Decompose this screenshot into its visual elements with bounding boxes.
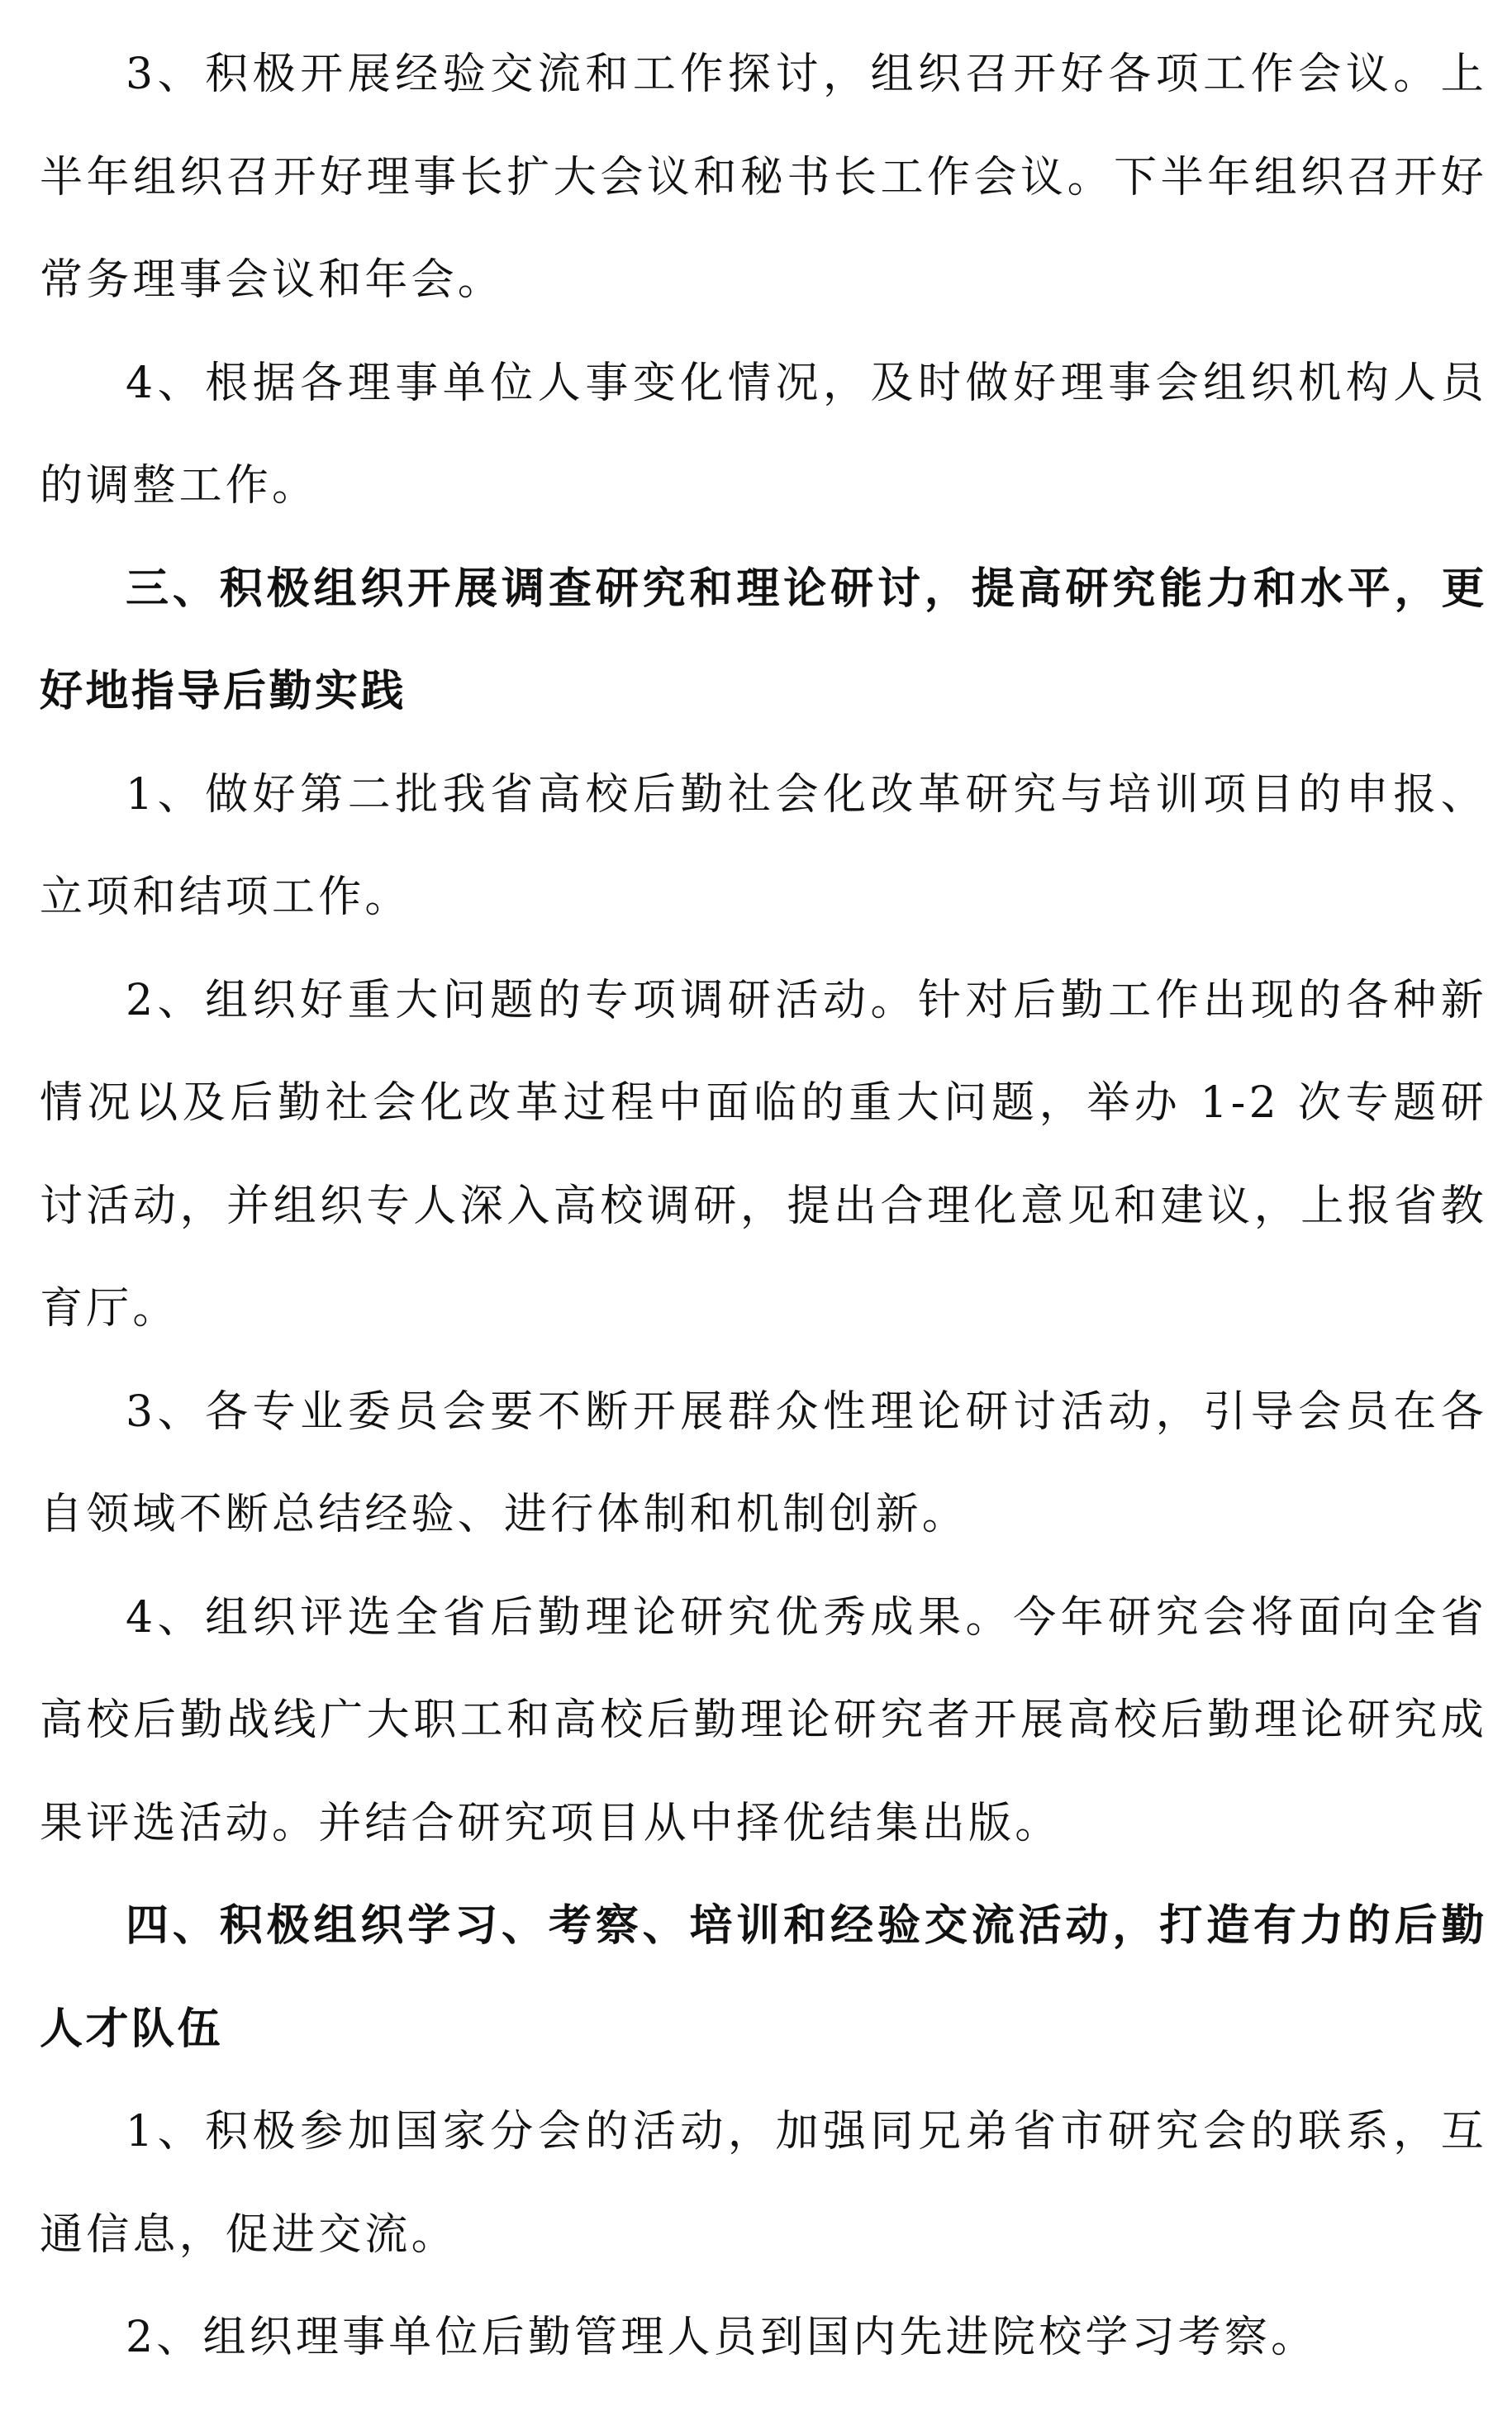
paragraph-personnel-adjustment: 4、根据各理事单位人事变化情况，及时做好理事会组织机构人员的调整工作。 xyxy=(40,358,1487,511)
paragraph-research-projects: 1、做好第二批我省高校后勤社会化改革研究与培训项目的申报、立项和结项工作。 xyxy=(40,769,1487,922)
paragraph-conference-work: 3、积极开展经验交流和工作探讨，组织召开好各项工作会议。上半年组织召开好理事长扩大会议和秘书长工作会议。下半年组织召开好常务理事会议和年会。 xyxy=(40,50,1487,305)
paragraph-national-activities: 1、积极参加国家分会的活动，加强同兄弟省市研究会的联系，互通信息，促进交流。 xyxy=(40,2107,1487,2260)
paragraph-theory-discussion: 3、各专业委员会要不断开展群众性理论研讨活动，引导会员在各自领域不断总结经验、进行体制和机制创新。 xyxy=(40,1386,1487,1539)
paragraph-outstanding-results: 4、组织评选全省后勤理论研究优秀成果。今年研究会将面向全省高校后勤战线广大职工和高校后勤理论研究者开展高校后勤理论研究成果评选活动。并结合研究项目从中择优结集出版。 xyxy=(40,1592,1487,1848)
paragraph-special-investigation: 2、组织好重大问题的专项调研活动。针对后勤工作出现的各种新情况以及后勤社会化改革过程中面临的重大问题，举办 1-2 次专题研讨活动，并组织专人深入高校调研，提出合理化意见和建议，上报省教育厅。 xyxy=(40,975,1487,1334)
paragraph-study-tour: 2、组织理事单位后勤管理人员到国内先进院校学习考察。 xyxy=(126,2313,1318,2362)
section-heading-research: 三、积极组织开展调查研究和理论研讨，提高研究能力和水平，更好地指导后勤实践 xyxy=(40,564,1487,716)
section-heading-training: 四、积极组织学习、考察、培训和经验交流活动，打造有力的后勤人才队伍 xyxy=(40,1901,1487,2054)
